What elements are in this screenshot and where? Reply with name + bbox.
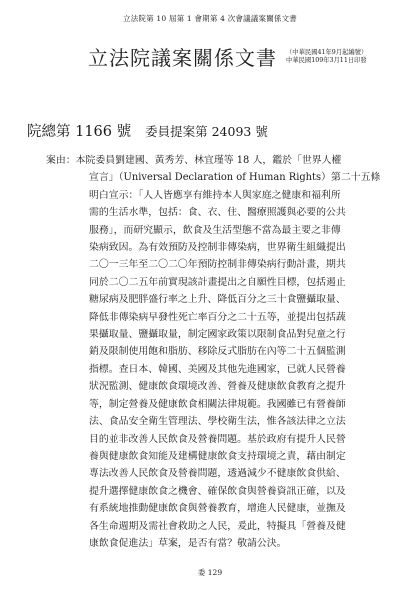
body-line: 需的生活水準，包括：食、衣、住、醫療照護與必要的公共 (89, 207, 346, 219)
body-line: 養與健康飲食知能及建構健康飲食支持環境之責，藉由制定 (89, 450, 346, 462)
body-line: 指標。查日本、韓國、美國及其他先進國家，已就人民營養 (89, 363, 346, 375)
document-title: 立法院議案關係文書 (88, 46, 277, 70)
page-number: 委 129 (197, 568, 223, 577)
body-line: 染病致因。為有效預防及控制非傳染病，世界衛生組織提出 (89, 242, 346, 254)
body-line: 狀況監測、健康飲食環境改善、營養及健康飲食教育之提升 (89, 381, 346, 393)
body-line: 同於二〇二五年前實現該計畫提出之自願性目標，包括遏止 (89, 276, 346, 288)
body-line: 明白宣示：「人人皆應享有維持本人與家庭之健康和福利所 (89, 189, 341, 201)
body-line: 專法改善人民飲食及營養問題，透過減少不健康飲食供給、 (89, 468, 346, 480)
body-line: 二〇一三年至二〇二〇年預防控制非傳染病行動計畫，期共 (89, 259, 346, 271)
registration-line-2: 中華民國109年3月11日印發 (286, 56, 367, 64)
proposal-number: 委員提案第 24093 號 (145, 124, 268, 139)
body-line: 各生命週期及需社會救助之人民，爰此，特擬具「營養及健 (89, 520, 346, 532)
running-head: 立法院第 10 屆第 1 會期第 4 次會議議案關係文書 (123, 14, 297, 23)
body-line: 等，制定營養及健康飲食相關法律規範。我國雖已有營養師 (89, 398, 346, 410)
body-line: 法、食品安全衛生管理法、學校衛生法，惟各該法律之立法 (89, 416, 346, 428)
document-id (27, 120, 268, 141)
body-line: 銷及限制使用飽和脂肪、移除反式脂肪在內等二十五個監測 (89, 346, 346, 358)
body-line: 案由：本院委員劉建國、黃秀芳、林宜瑾等 18 人，鑑於「世界人權 (46, 155, 342, 166)
body-line: 糖尿病及肥胖盛行率之上升、降低百分之三十食鹽攝取量、 (89, 294, 346, 306)
registration-info (286, 49, 367, 65)
general-number: 院總第 1166 號 (27, 124, 132, 140)
case-body (46, 152, 381, 552)
body-line: 降低非傳染病早發性死亡率百分之二十五等，並提出包括蔬 (89, 311, 346, 323)
body-line: 服務」，而研究顯示，飲食及生活型態不當為最主要之非傳 (89, 224, 341, 236)
body-line: 宣言」（Universal Declaration of Human Rights）第二十五條 (89, 172, 381, 184)
registration-line-1: （中華民國41年9月起編號） (286, 48, 368, 56)
body-line: 有系統地推動健康飲食與營養教育，增進人民健康，並撫及 (89, 503, 346, 515)
body-line: 目的並非改善人民飲食及營養問題。基於政府有提升人民營 (89, 433, 346, 445)
body-line: 果攝取量、鹽攝取量，制定國家政策以限制食品對兒童之行 (89, 329, 346, 341)
body-line: 提升選擇健康飲食之機會、確保飲食與營養資訊正確，以及 (89, 485, 346, 497)
body-line: 康飲食促進法」草案，是否有當？敬請公決。 (89, 537, 287, 549)
title-block (88, 42, 367, 71)
